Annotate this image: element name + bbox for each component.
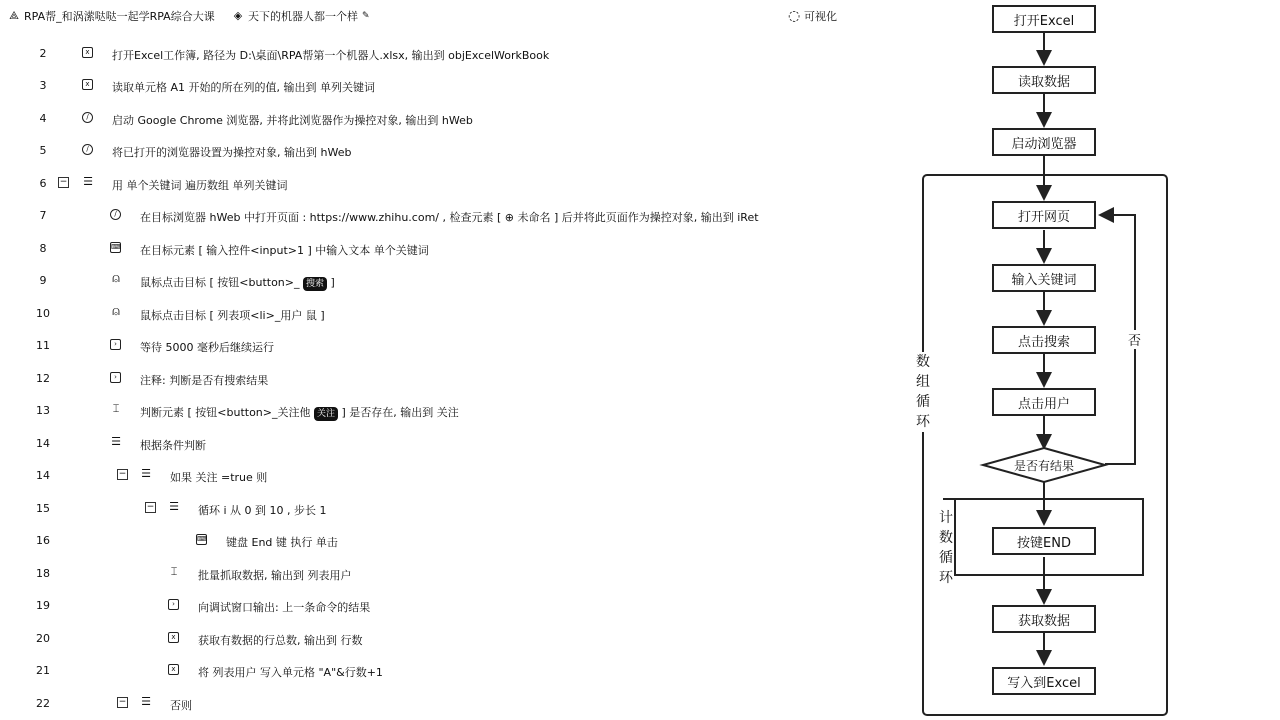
- flow-node-press-end: 按键END: [992, 527, 1096, 555]
- code-line[interactable]: [0, 329, 900, 361]
- line-text: 将 列表用户 写入单元格 "A"&行数+1: [198, 666, 383, 679]
- line-text: 批量抓取数据, 输出到 列表用户: [198, 569, 352, 582]
- line-text: 循环 i 从 0 到 10 , 步长 1: [198, 504, 327, 517]
- flow-node-open-excel: 打开Excel: [992, 5, 1096, 33]
- line-number: 4: [39, 112, 47, 125]
- line-text: 打开Excel工作簿, 路径为 D:\桌面\RPA帮第一个机器人.xlsx, 输出到 objExcelWorkBook: [112, 49, 550, 62]
- line-text-main: 鼠标点击目标 [ 按钮<button>_: [140, 276, 300, 289]
- line-text: 用 单个关键词 遍历数组 单列关键词: [112, 179, 288, 192]
- element-preview: 关注: [314, 407, 338, 421]
- browser-icon: ∕: [82, 144, 93, 155]
- line-text: 获取有数据的行总数, 输出到 行数: [198, 634, 363, 647]
- line-number: 19: [36, 599, 50, 612]
- line-number: 11: [36, 339, 50, 352]
- loop-icon: ☰: [83, 175, 93, 188]
- line-text-main: 判断元素 [ 按钮<button>_关注他: [140, 406, 311, 419]
- line-number: 2: [39, 47, 47, 60]
- collapse-icon[interactable]: −: [118, 469, 127, 479]
- branch-icon: ☰: [141, 695, 151, 708]
- code-line[interactable]: [0, 362, 900, 394]
- code-line[interactable]: [0, 492, 900, 524]
- count-loop-label: 计数循环: [939, 510, 953, 586]
- array-loop-label: 数组循环: [916, 354, 930, 430]
- project-title: RPA帮_和涡潆哒哒一起学RPA综合大课: [24, 10, 215, 23]
- line-number: 7: [39, 209, 47, 222]
- line-text: 注释: 判断是否有搜索结果: [140, 374, 269, 387]
- flow-node-start-browser: 启动浏览器: [992, 128, 1096, 156]
- collapse-icon[interactable]: −: [118, 697, 127, 707]
- line-text: 启动 Google Chrome 浏览器, 并将此浏览器作为操控对象, 输出到 hWeb: [112, 114, 473, 127]
- code-line[interactable]: [0, 524, 900, 556]
- code-line[interactable]: [0, 199, 900, 231]
- code-line[interactable]: [0, 232, 900, 264]
- flow-node-get-data: 获取数据: [992, 605, 1096, 633]
- line-text: 等待 5000 毫秒后继续运行: [140, 341, 274, 354]
- visual-label: 可视化: [804, 10, 837, 23]
- collapse-icon[interactable]: −: [146, 502, 155, 512]
- flow-node-click-search: 点击搜索: [992, 326, 1096, 354]
- project-icon: ⟁: [9, 9, 19, 22]
- excel-icon: x: [82, 79, 93, 90]
- line-text: 根据条件判断: [140, 439, 206, 452]
- file-title: 天下的机器人都一个样: [248, 10, 358, 23]
- collapse-icon[interactable]: −: [59, 177, 68, 187]
- code-line[interactable]: [0, 557, 900, 589]
- line-text: 在目标浏览器 hWeb 中打开页面 : https://www.zhihu.com/ , 检查元素 [ ⊕ 未命名 ] 后并将此页面作为操控对象, 输出到 iRet: [140, 211, 759, 224]
- line-number: 3: [39, 79, 47, 92]
- code-line[interactable]: [0, 427, 900, 459]
- line-number: 15: [36, 502, 50, 515]
- excel-icon: x: [168, 664, 179, 675]
- flow-node-read-data: 读取数据: [992, 66, 1096, 94]
- browser-icon: ∕: [82, 112, 93, 123]
- comment-icon: ›: [110, 372, 121, 383]
- code-line[interactable]: [0, 394, 900, 426]
- line-number: 14: [36, 469, 50, 482]
- flow-decision-label: 是否有结果: [1013, 459, 1074, 473]
- line-number: 21: [36, 664, 50, 677]
- code-line[interactable]: [0, 297, 900, 329]
- browser-icon: ∕: [110, 209, 121, 220]
- code-line[interactable]: [0, 589, 900, 621]
- keyboard-icon: ⌨: [197, 535, 208, 543]
- project-tab[interactable]: [8, 8, 215, 24]
- line-text: 鼠标点击目标 [ 列表项<li>_用户 鼠 ]: [140, 309, 325, 322]
- line-number: 20: [36, 632, 50, 645]
- no-branch-label: 否: [1128, 330, 1141, 349]
- line-number: 14: [36, 437, 50, 450]
- condition-icon: ⌶: [112, 402, 120, 415]
- code-line[interactable]: [0, 654, 900, 686]
- line-text: 读取单元格 A1 开始的所在列的值, 输出到 单列关键词: [112, 81, 376, 94]
- code-line[interactable]: [0, 264, 900, 296]
- element-preview: 搜索: [303, 277, 327, 291]
- branch-icon: ☰: [111, 435, 121, 448]
- line-number: 18: [36, 567, 50, 580]
- line-text: [140, 404, 459, 421]
- refresh-icon: ◌: [788, 8, 801, 24]
- line-text: 将已打开的浏览器设置为操控对象, 输出到 hWeb: [112, 146, 352, 159]
- visual-toggle[interactable]: [788, 8, 837, 24]
- code-line[interactable]: [0, 622, 900, 654]
- line-text: 否则: [170, 699, 192, 712]
- line-number: 6: [39, 177, 47, 190]
- line-text: 向调试窗口输出: 上一条命令的结果: [198, 601, 371, 614]
- line-number: 5: [39, 144, 47, 157]
- line-text-tail: ]: [330, 276, 335, 289]
- code-line[interactable]: [0, 134, 900, 166]
- flow-node-write-excel: 写入到Excel: [992, 667, 1096, 695]
- edit-icon: ✎: [362, 11, 370, 21]
- line-number: 12: [36, 372, 50, 385]
- branch-icon: ☰: [141, 467, 151, 480]
- terminal-icon: ›: [168, 599, 179, 610]
- excel-icon: x: [168, 632, 179, 643]
- code-line[interactable]: [0, 102, 900, 134]
- code-line[interactable]: [0, 459, 900, 491]
- line-number: 9: [39, 274, 47, 287]
- line-text: 如果 关注 =true 则: [170, 471, 268, 484]
- line-number: 10: [36, 307, 50, 320]
- top-bar: [0, 0, 900, 32]
- line-number: 16: [36, 534, 50, 547]
- line-number: 8: [39, 242, 47, 255]
- flowchart-panel: [900, 0, 1280, 720]
- flow-node-open-page: 打开网页: [992, 201, 1096, 229]
- mouse-icon: ⍝: [112, 271, 120, 286]
- line-number: 22: [36, 697, 50, 710]
- layers-icon: ◈: [233, 9, 243, 22]
- terminal-icon: ›: [110, 339, 121, 350]
- line-text: 在目标元素 [ 输入控件<input>1 ] 中输入文本 单个关键词: [140, 244, 429, 257]
- excel-icon: x: [82, 47, 93, 58]
- flow-node-input-keyword: 输入关键词: [992, 264, 1096, 292]
- file-tab[interactable]: [232, 8, 370, 24]
- line-text-tail: ] 是否存在, 输出到 关注: [341, 406, 459, 419]
- line-text: [140, 274, 335, 291]
- grab-data-icon: ⌶: [170, 565, 178, 578]
- code-line[interactable]: [0, 37, 900, 69]
- line-text: 键盘 End 键 执行 单击: [226, 536, 338, 549]
- line-number: 13: [36, 404, 50, 417]
- keyboard-icon: ⌨: [111, 243, 122, 251]
- flow-node-click-user: 点击用户: [992, 388, 1096, 416]
- code-line[interactable]: [0, 69, 900, 101]
- loop-icon: ☰: [169, 500, 179, 513]
- mouse-icon: ⍝: [112, 304, 120, 319]
- code-line[interactable]: [0, 167, 900, 199]
- code-line[interactable]: [0, 687, 900, 719]
